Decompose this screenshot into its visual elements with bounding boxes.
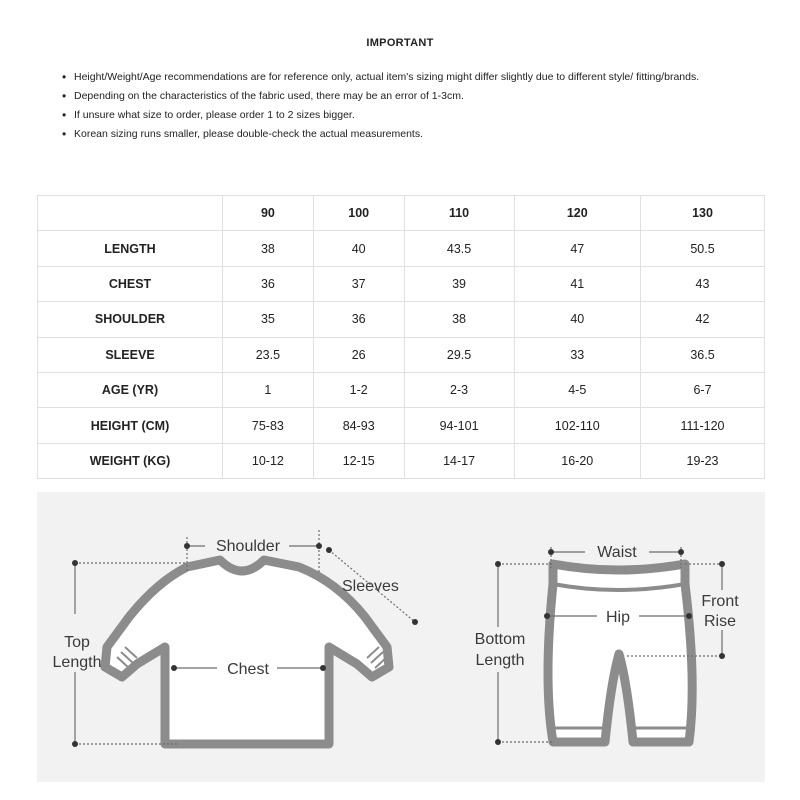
table-row: [38, 302, 765, 337]
size-header: 130: [641, 196, 765, 231]
hip-label: Hip: [605, 609, 631, 626]
front-rise-label-line1: Front: [701, 593, 739, 610]
size-chart-table: [37, 195, 765, 479]
measurement-diagram: [37, 492, 765, 782]
note-item: • Depending on the characteristics of the fabric used, there may be an error of 1-3cm.: [62, 87, 762, 106]
table-cell: 6-7: [641, 372, 765, 407]
pants-garment-illustration: [548, 564, 692, 742]
table-cell: 23.5: [223, 337, 314, 372]
table-cell: 16-20: [514, 443, 640, 478]
table-row: [38, 443, 765, 478]
front-rise-label-line2: Rise: [703, 613, 737, 630]
table-cell: 14-17: [404, 443, 514, 478]
row-label: AGE (YR): [38, 372, 223, 407]
size-header: 120: [514, 196, 640, 231]
table-cell: 26: [313, 337, 404, 372]
notes-list: [62, 68, 762, 144]
table-cell: 1-2: [313, 372, 404, 407]
table-cell: 36: [223, 266, 314, 301]
table-row: [38, 372, 765, 407]
table-cell: 37: [313, 266, 404, 301]
table-cell: 75-83: [223, 408, 314, 443]
table-cell: 36.5: [641, 337, 765, 372]
note-item: • Height/Weight/Age recommendations are for reference only, actual item's sizing might differ slightly due to different style/ fitting/brands.: [62, 68, 762, 87]
table-cell: 94-101: [404, 408, 514, 443]
table-cell: 35: [223, 302, 314, 337]
measurement-diagram-svg: [37, 492, 765, 782]
row-label: LENGTH: [38, 231, 223, 266]
chest-label: Chest: [227, 661, 269, 678]
top-length-label-line1: Top: [64, 634, 90, 651]
table-cell: 10-12: [223, 443, 314, 478]
table-cell: 40: [313, 231, 404, 266]
table-cell: 43: [641, 266, 765, 301]
table-row: [38, 266, 765, 301]
table-cell: 41: [514, 266, 640, 301]
note-item: • If unsure what size to order, please order 1 to 2 sizes bigger.: [62, 106, 762, 125]
table-cell: 40: [514, 302, 640, 337]
table-cell: 84-93: [313, 408, 404, 443]
table-cell: 2-3: [404, 372, 514, 407]
row-label: WEIGHT (KG): [38, 443, 223, 478]
table-cell: 33: [514, 337, 640, 372]
row-label: HEIGHT (CM): [38, 408, 223, 443]
size-header: 90: [223, 196, 314, 231]
table-cell: 19-23: [641, 443, 765, 478]
table-cell: 1: [223, 372, 314, 407]
table-cell: 111-120: [641, 408, 765, 443]
table-row: [38, 337, 765, 372]
table-cell: 38: [404, 302, 514, 337]
table-cell: 36: [313, 302, 404, 337]
table-row: [38, 408, 765, 443]
row-label: SHOULDER: [38, 302, 223, 337]
title: IMPORTANT: [366, 37, 434, 49]
table-row: [38, 231, 765, 266]
table-cell: 38: [223, 231, 314, 266]
top-length-label-line2: Length: [52, 654, 102, 671]
row-label: SLEEVE: [38, 337, 223, 372]
shoulder-label: Shoulder: [215, 538, 281, 555]
table-cell: 12-15: [313, 443, 404, 478]
table-cell: 29.5: [404, 337, 514, 372]
bottom-length-label-line2: Length: [475, 652, 525, 669]
table-cell: 43.5: [404, 231, 514, 266]
table-cell: 50.5: [641, 231, 765, 266]
size-header: 110: [404, 196, 514, 231]
table-cell: 42: [641, 302, 765, 337]
waist-label: Waist: [597, 544, 637, 561]
table-cell: 39: [404, 266, 514, 301]
note-item: • Korean sizing runs smaller, please double-check the actual measurements.: [62, 125, 762, 144]
bottom-length-label-line1: Bottom: [474, 631, 526, 648]
table-cell: 102-110: [514, 408, 640, 443]
table-cell: 4-5: [514, 372, 640, 407]
table-cell: 47: [514, 231, 640, 266]
table-header-row: [38, 196, 765, 231]
row-label: CHEST: [38, 266, 223, 301]
sleeves-label: Sleeves: [342, 578, 399, 595]
size-header: 100: [313, 196, 404, 231]
corner-cell: [38, 196, 223, 231]
